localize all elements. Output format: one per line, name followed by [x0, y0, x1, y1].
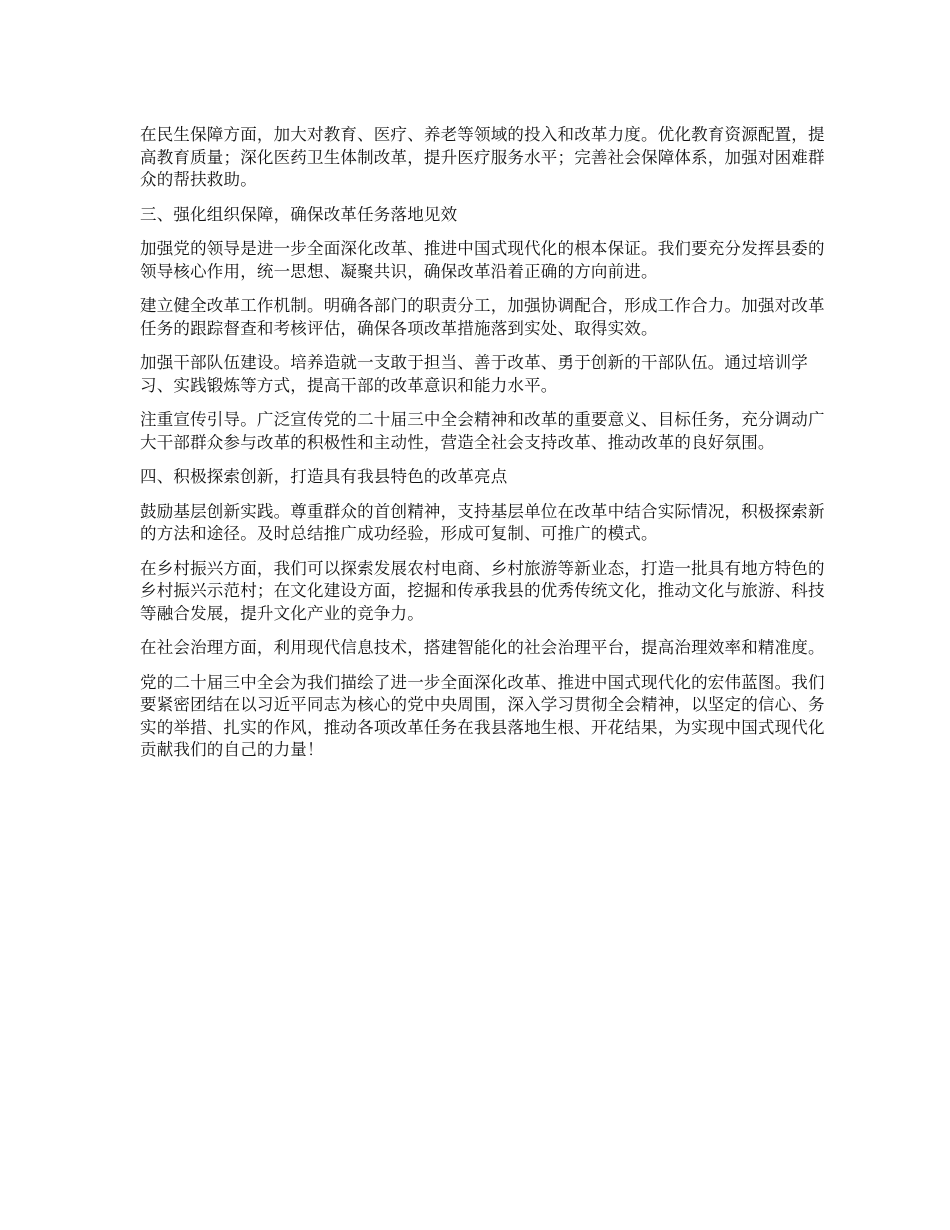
paragraph-rural-revitalization: 在乡村振兴方面，我们可以探索发展农村电商、乡村旅游等新业态，打造一批具有地方特色的乡村振兴示范村；在文化建设方面，挖掘和传承我县的优秀传统文化，推动文化与旅游、科技等融合发展，提升文化产业的竞争力。	[140, 558, 825, 623]
paragraph-party-leadership: 加强党的领导是进一步全面深化改革、推进中国式现代化的根本保证。我们要充分发挥县委的领导核心作用，统一思想、凝聚共识，确保改革沿着正确的方向前进。	[140, 239, 825, 281]
paragraph-publicity: 注重宣传引导。广泛宣传党的二十届三中全会精神和改革的重要意义、目标任务，充分调动广大干部群众参与改革的积极性和主动性，营造全社会支持改革、推动改革的良好氛围。	[140, 410, 825, 452]
paragraph-livelihood: 在民生保障方面，加大对教育、医疗、养老等领域的投入和改革力度。优化教育资源配置，提高教育质量；深化医药卫生体制改革，提升医疗服务水平；完善社会保障体系，加强对困难群众的帮扶救助。	[140, 125, 825, 189]
paragraph-work-mechanism: 建立健全改革工作机制。明确各部门的职责分工，加强协调配合，形成工作合力。加强对改革任务的跟踪督查和考核评估，确保各项改革措施落到实处、取得实效。	[140, 296, 825, 338]
paragraph-grassroots-innovation: 鼓励基层创新实践。尊重群众的首创精神，支持基层单位在改革中结合实际情况，积极探索新的方法和途径。及时总结推广成功经验，形成可复制、可推广的模式。	[140, 501, 825, 543]
paragraph-social-governance: 在社会治理方面，利用现代信息技术，搭建智能化的社会治理平台，提高治理效率和精准度。	[140, 638, 825, 657]
paragraph-cadre-team: 加强干部队伍建设。培养造就一支敢于担当、善于改革、勇于创新的干部队伍。通过培训学习、实践锻炼等方式，提高干部的改革意识和能力水平。	[140, 353, 808, 395]
section-heading-3: 三、强化组织保障，确保改革任务落地见效	[140, 204, 458, 224]
document-body	[140, 124, 830, 774]
paragraph-conclusion: 党的二十届三中全会为我们描绘了进一步全面深化改革、推进中国式现代化的宏伟蓝图。我们要紧密团结在以习近平同志为核心的党中央周围，深入学习贯彻全会精神，以坚定的信心、务实的举措、扎实的作风，推动各项改革任务在我县落地生根、开花结果，为实现中国式现代化贡献我们的自己的力量！	[140, 672, 825, 759]
section-heading-4: 四、积极探索创新，打造具有我县特色的改革亮点	[140, 467, 508, 486]
